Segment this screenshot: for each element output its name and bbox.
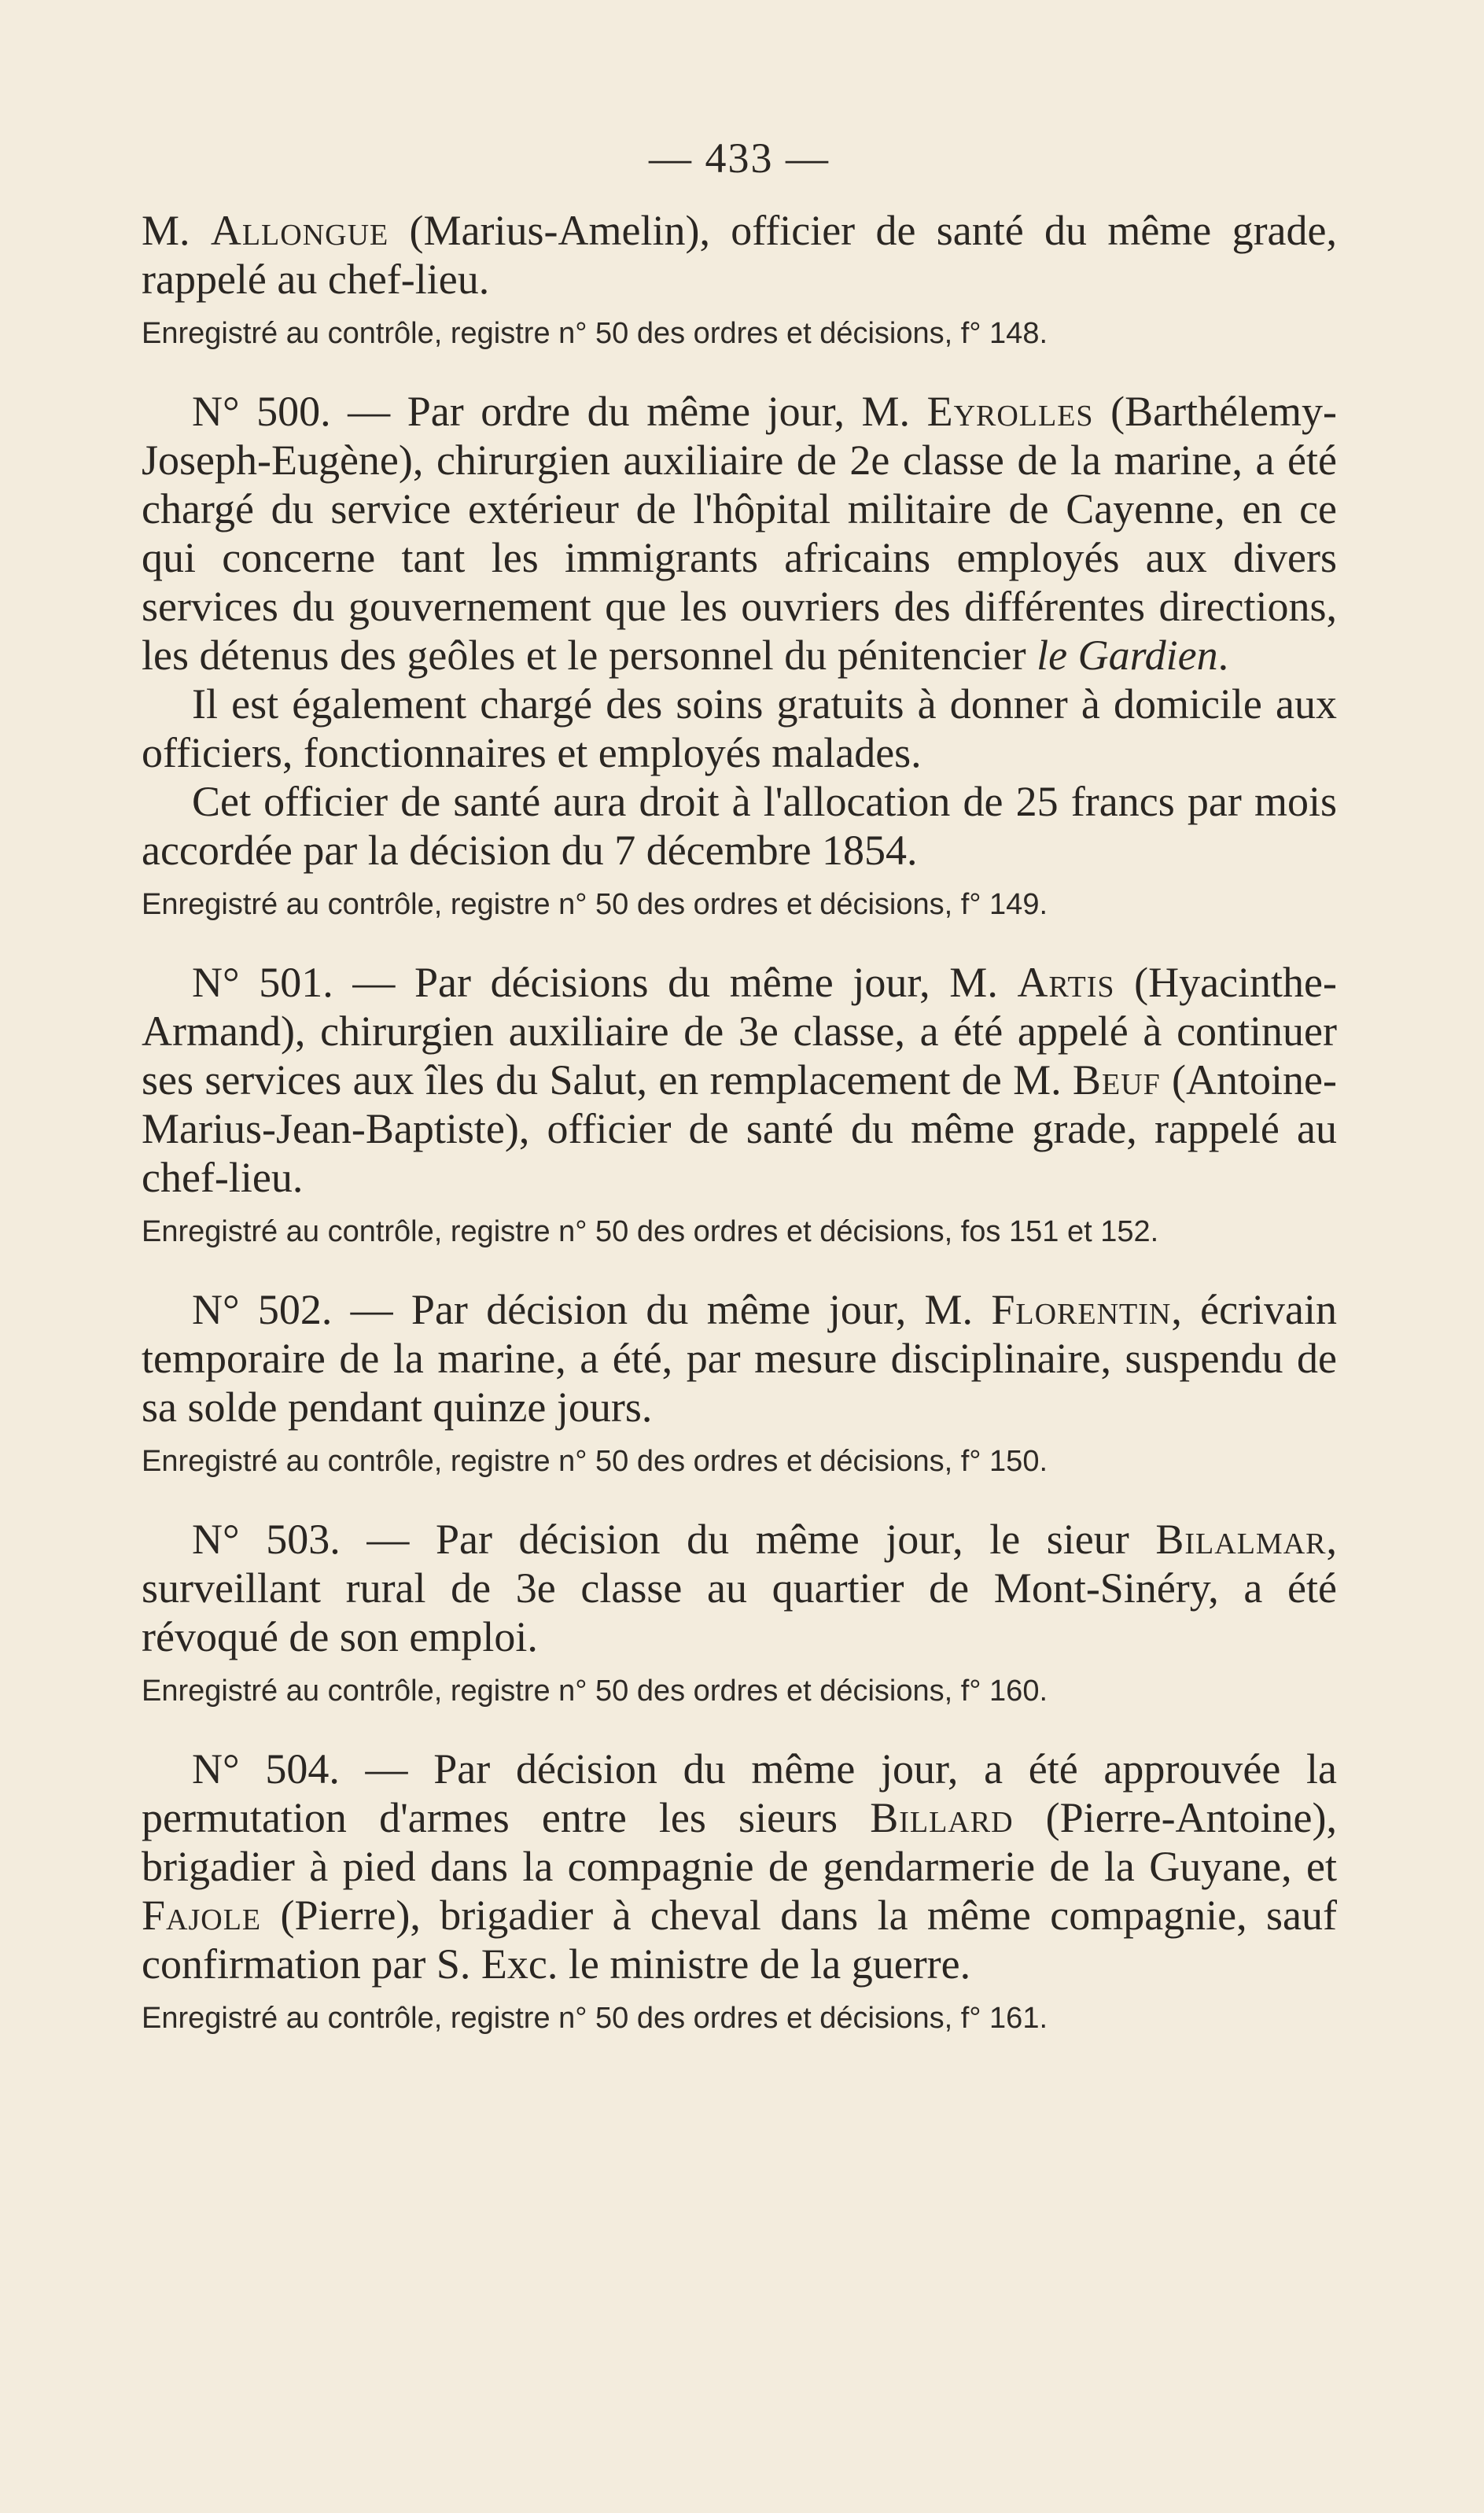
person-name: Eyrolles (926, 388, 1094, 435)
document-page (142, 134, 1337, 2072)
entry-500 (142, 387, 1337, 923)
entry-number: N° 504. (192, 1745, 340, 1793)
entry-number: N° 501. (192, 959, 333, 1006)
register-note: Enregistré au contrôle, registre n° 50 des ordres et décisions, f° 150. (142, 1445, 1048, 1478)
entry-body: (Pierre-Antoine), brigadier à pied dans la compagnie de gendarmerie de la Guyane, et (142, 1794, 1338, 1890)
entry-lead: — Par ordre du même jour, M. (330, 388, 927, 435)
entry-body: (Pierre), brigadier à cheval dans la même compagnie, sauf confirmation par S. Exc. le ministre de la guerre. (142, 1892, 1337, 1988)
person-name: Beuf (1072, 1056, 1161, 1104)
person-name: Bilalmar (1155, 1516, 1327, 1563)
entry-lead: M. (142, 207, 211, 254)
entry-text (142, 387, 1337, 680)
person-name: Fajole (142, 1892, 262, 1939)
person-name: Allongue (210, 207, 389, 254)
entry-lead: — Par décision du même jour, a été approuvée la permutation d'armes entre les sieurs (142, 1745, 1338, 1841)
page-number: — 433 — (649, 134, 830, 182)
register-note: Enregistré au contrôle, registre n° 50 des ordres et décisions, fos 151 et 152. (142, 1215, 1159, 1248)
person-name: Billard (870, 1794, 1014, 1841)
entry-number: N° 502. (192, 1286, 333, 1333)
entry-501 (142, 958, 1337, 1251)
entry-body: , surveillant rural de 3e classe au quartier de Mont-Sinéry, a été révoqué de son emploi. (142, 1516, 1337, 1660)
entry-number: N° 503. (192, 1516, 341, 1563)
register-note: Enregistré au contrôle, registre n° 50 des ordres et décisions, f° 148. (142, 317, 1048, 350)
entry-text (142, 1745, 1337, 1988)
person-name: Florentin (991, 1286, 1172, 1333)
register-note: Enregistré au contrôle, registre n° 50 des ordres et décisions, f° 149. (142, 888, 1048, 921)
entry-lead: — Par décisions du même jour, M. (333, 959, 1018, 1006)
entry-lead: — Par décision du même jour, M. (332, 1286, 992, 1333)
entry-text (142, 958, 1337, 1202)
entry-text (142, 1285, 1337, 1432)
entry-body: (Antoine-Marius-Jean-Baptiste), officier de santé du même grade, rappelé au chef-lieu. (142, 1056, 1337, 1201)
entry-lead: — Par décision du même jour, le sieur (340, 1516, 1156, 1563)
entry-body: (Barthélemy-Joseph-Eugène), chirurgien auxiliaire de 2e classe de la marine, a été chargé du service extérieur de l'hôpital militaire de Cayenne, en ce qui concerne tant les immigrants africains employés aux divers services du gouvernement que les ouvriers des différentes directions, les détenus des geôles et le personnel du pénitencier (142, 388, 1337, 679)
entry-502 (142, 1285, 1337, 1480)
entry-paragraph: Il est également chargé des soins gratuits à donner à domicile aux officiers, fonctionnaires et employés malades. (142, 680, 1337, 776)
entry-body: , écrivain temporaire de la marine, a été, par mesure disciplinaire, suspendu de sa solde pendant quinze jours. (142, 1286, 1337, 1431)
person-name: Artis (1017, 959, 1115, 1006)
entry-allongue (142, 206, 1337, 352)
register-note: Enregistré au contrôle, registre n° 50 des ordres et décisions, f° 161. (142, 2002, 1048, 2035)
entry-body: (Hyacinthe-Armand), chirurgien auxiliaire de 3e classe, a été appelé à continuer ses services aux îles du Salut, en remplacement de M. (142, 959, 1338, 1104)
entry-503 (142, 1515, 1337, 1710)
penitentiary-name: le Gardien (1037, 632, 1218, 679)
entry-504 (142, 1745, 1337, 2037)
entry-text (142, 206, 1337, 304)
entry-tail: . (1217, 632, 1229, 679)
entry-body: (Marius-Amelin), officier de santé du même grade, rappelé au chef-lieu. (142, 207, 1337, 303)
entry-text (142, 1515, 1337, 1661)
entry-number: N° 500. (192, 388, 331, 435)
register-note: Enregistré au contrôle, registre n° 50 des ordres et décisions, f° 160. (142, 1675, 1048, 1708)
entry-paragraph: Cet officier de santé aura droit à l'allocation de 25 francs par mois accordée par la décision du 7 décembre 1854. (142, 778, 1337, 874)
